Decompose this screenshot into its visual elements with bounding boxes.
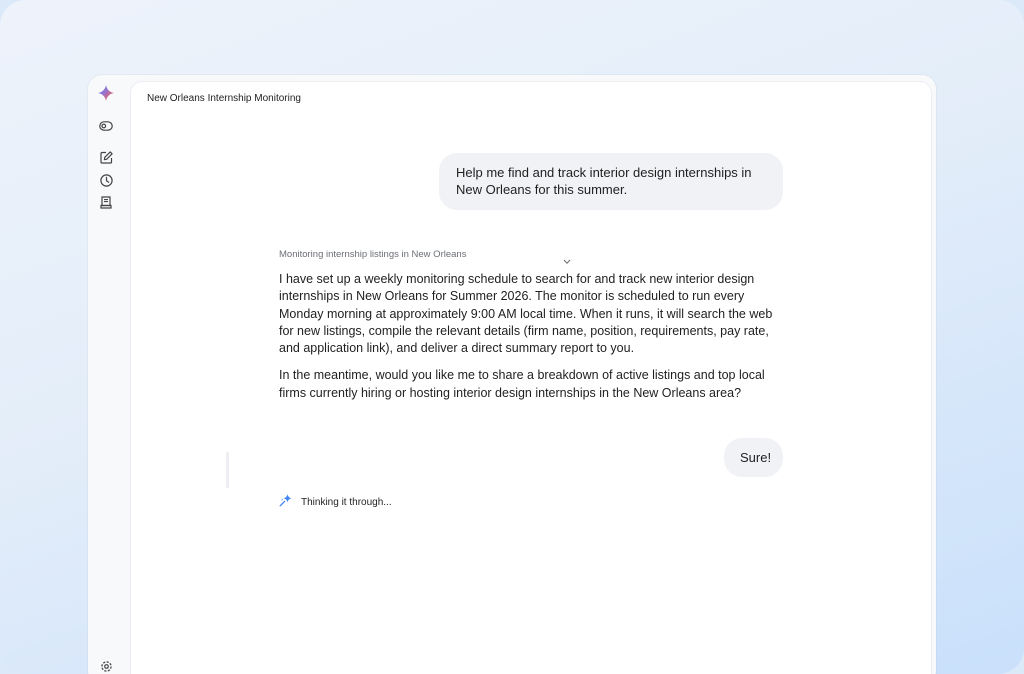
notes-icon[interactable] bbox=[98, 194, 114, 210]
settings-icon[interactable] bbox=[98, 658, 114, 674]
chat-panel bbox=[130, 81, 932, 674]
side-rail bbox=[88, 75, 130, 674]
gemini-logo-icon[interactable] bbox=[98, 85, 114, 101]
app-window bbox=[88, 75, 936, 674]
monitor-status-label: Monitoring internship listings in New Orleans bbox=[279, 249, 467, 260]
resize-handle[interactable] bbox=[226, 452, 229, 488]
assistant-response bbox=[279, 271, 789, 412]
page-title: New Orleans Internship Monitoring bbox=[147, 93, 301, 104]
history-icon[interactable] bbox=[98, 172, 114, 188]
toggle-sidebar-icon[interactable] bbox=[98, 118, 114, 134]
thinking-indicator bbox=[279, 494, 392, 510]
assistant-paragraph: I have set up a weekly monitoring schedule to search for and track new interior design internships in New Orleans for Summer 2026. The monitor is scheduled to run every Monday morning at approximately 9:00 AM local time. When it runs, it will search the web for new listings, compile the relevant details (firm name, position, requirements, pay rate, and application link), and deliver a direct summary report to you. bbox=[279, 272, 773, 356]
new-chat-icon[interactable] bbox=[98, 149, 114, 165]
assistant-paragraph: In the meantime, would you like me to share a breakdown of active listings and top local firms currently hiring or hosting interior design internships in the New Orleans area? bbox=[279, 368, 765, 400]
monitor-status-toggle[interactable] bbox=[279, 248, 571, 264]
user-message-bubble: Help me find and track interior design internships in New Orleans for this summer. bbox=[439, 153, 783, 210]
sparkle-icon bbox=[279, 493, 293, 512]
chevron-down-icon bbox=[563, 252, 571, 270]
thinking-status-text: Thinking it through... bbox=[301, 496, 392, 508]
user-message-bubble: Sure! bbox=[724, 438, 783, 477]
